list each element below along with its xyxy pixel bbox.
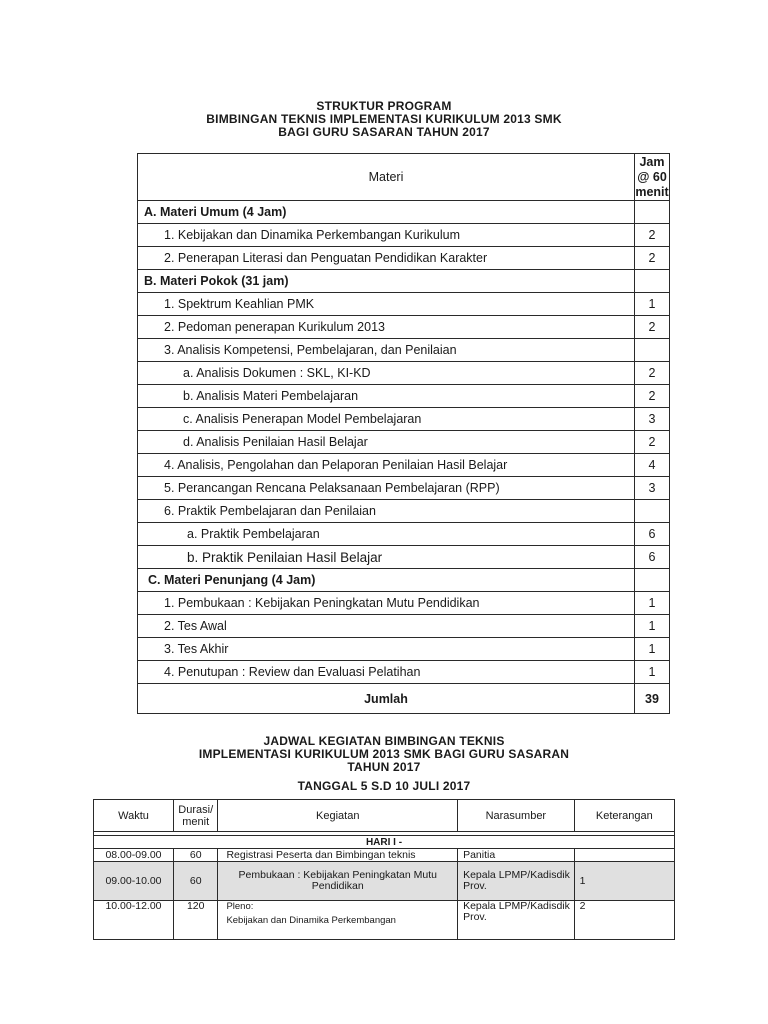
row-text: 1. Pembukaan : Kebijakan Peningkatan Mutu Pendidikan xyxy=(138,592,635,615)
row-jam: 1 xyxy=(635,661,670,684)
table-row xyxy=(138,615,670,638)
row-narasumber: Panitia xyxy=(458,849,575,862)
schedule-row xyxy=(94,849,675,862)
row-text: 1. Spektrum Keahlian PMK xyxy=(138,293,635,316)
row-text: b. Praktik Penilaian Hasil Belajar xyxy=(138,546,635,569)
row-keterangan: 1 xyxy=(574,862,674,901)
total-label: Jumlah xyxy=(138,684,635,714)
section-row-materi-pokok xyxy=(138,270,670,293)
kegiatan-title: Pleno: xyxy=(226,901,254,912)
day-row xyxy=(94,836,675,849)
table-row xyxy=(138,385,670,408)
row-jam: 2 xyxy=(635,431,670,454)
row-kegiatan: Registrasi Peserta dan Bimbingan teknis xyxy=(218,849,458,862)
row-jam: 2 xyxy=(635,247,670,270)
row-durasi: 120 xyxy=(173,901,217,940)
table-row xyxy=(138,293,670,316)
table-header-row xyxy=(138,154,670,201)
column-header-waktu: Waktu xyxy=(94,800,174,832)
schedule-header-row xyxy=(94,800,675,832)
row-text: B. Materi Pokok (31 jam) xyxy=(138,270,635,293)
row-durasi: 60 xyxy=(173,849,217,862)
kegiatan-subtitle: Kebijakan dan Dinamika Perkembangan xyxy=(226,915,396,926)
total-row xyxy=(138,684,670,714)
row-text: 6. Praktik Pembelajaran dan Penilaian xyxy=(138,500,635,523)
schedule-table xyxy=(93,799,675,940)
row-text: 5. Perancangan Rencana Pelaksanaan Pembelajaran (RPP) xyxy=(138,477,635,500)
table-row xyxy=(138,661,670,684)
table-row xyxy=(138,431,670,454)
row-narasumber: Kepala LPMP/Kadisdik Prov. xyxy=(458,862,575,901)
row-jam: 2 xyxy=(635,316,670,339)
schedule-row xyxy=(94,862,675,901)
header-subtitle: BIMBINGAN TEKNIS IMPLEMENTASI KURIKULUM 2013 SMK xyxy=(206,112,562,126)
header-title: STRUKTUR PROGRAM xyxy=(316,99,452,113)
column-header-durasi: Durasi/ menit xyxy=(173,800,217,832)
column-header-jam: Jam @ 60 menit xyxy=(635,154,669,199)
schedule-title: JADWAL KEGIATAN BIMBINGAN TEKNIS xyxy=(263,734,505,748)
row-text: 2. Pedoman penerapan Kurikulum 2013 xyxy=(138,316,635,339)
schedule-header xyxy=(0,735,768,774)
table-row xyxy=(138,546,670,569)
table-row xyxy=(138,477,670,500)
row-durasi: 60 xyxy=(173,862,217,901)
column-header-materi: Materi xyxy=(138,154,635,201)
row-narasumber: Kepala LPMP/Kadisdik Prov. xyxy=(458,901,575,940)
row-waktu: 10.00-12.00 xyxy=(94,901,174,940)
document-header xyxy=(0,100,768,139)
row-keterangan: 2 xyxy=(574,901,674,940)
row-jam: 1 xyxy=(635,638,670,661)
row-kegiatan xyxy=(218,901,458,940)
row-text: b. Analisis Materi Pembelajaran xyxy=(138,385,635,408)
row-jam: 6 xyxy=(635,546,670,569)
row-jam: 6 xyxy=(635,523,670,546)
column-header-kegiatan: Kegiatan xyxy=(218,800,458,832)
table-row xyxy=(138,247,670,270)
row-jam xyxy=(635,500,670,523)
row-jam: 2 xyxy=(635,385,670,408)
header-year-line: BAGI GURU SASARAN TAHUN 2017 xyxy=(278,125,490,139)
row-text: A. Materi Umum (4 Jam) xyxy=(138,201,635,224)
table-row xyxy=(138,638,670,661)
table-row xyxy=(138,592,670,615)
program-structure-table xyxy=(137,153,670,714)
row-text: 1. Kebijakan dan Dinamika Perkembangan Kurikulum xyxy=(138,224,635,247)
row-jam: 1 xyxy=(635,293,670,316)
row-text: 2. Penerapan Literasi dan Penguatan Pendidikan Karakter xyxy=(138,247,635,270)
table-row xyxy=(138,362,670,385)
section-row-materi-umum xyxy=(138,201,670,224)
row-text: c. Analisis Penerapan Model Pembelajaran xyxy=(138,408,635,431)
row-text: 4. Analisis, Pengolahan dan Pelaporan Penilaian Hasil Belajar xyxy=(138,454,635,477)
table-row xyxy=(138,339,670,362)
table-row xyxy=(138,523,670,546)
row-text: 3. Tes Akhir xyxy=(138,638,635,661)
table-row xyxy=(138,224,670,247)
row-text: 2. Tes Awal xyxy=(138,615,635,638)
row-jam xyxy=(635,339,670,362)
row-jam: 3 xyxy=(635,408,670,431)
table-row xyxy=(138,500,670,523)
column-header-narasumber: Narasumber xyxy=(458,800,575,832)
schedule-year-line: TAHUN 2017 xyxy=(347,760,421,774)
row-jam: 2 xyxy=(635,224,670,247)
total-value: 39 xyxy=(635,684,670,714)
column-header-keterangan: Keterangan xyxy=(574,800,674,832)
row-jam: 4 xyxy=(635,454,670,477)
row-text: 4. Penutupan : Review dan Evaluasi Pelatihan xyxy=(138,661,635,684)
row-jam: 2 xyxy=(635,362,670,385)
row-text: 3. Analisis Kompetensi, Pembelajaran, dan Penilaian xyxy=(138,339,635,362)
row-kegiatan: Pembukaan : Kebijakan Peningkatan Mutu Pendidikan xyxy=(218,862,458,901)
row-jam xyxy=(635,569,670,592)
schedule-date: TANGGAL 5 S.D 10 JULI 2017 xyxy=(297,779,471,793)
table-row xyxy=(138,454,670,477)
row-jam xyxy=(635,201,670,224)
row-text: d. Analisis Penilaian Hasil Belajar xyxy=(138,431,635,454)
day-label: HARI I - xyxy=(94,836,675,849)
row-jam: 1 xyxy=(635,592,670,615)
table-row xyxy=(138,316,670,339)
row-jam: 1 xyxy=(635,615,670,638)
row-jam xyxy=(635,270,670,293)
row-jam: 3 xyxy=(635,477,670,500)
row-text: C. Materi Penunjang (4 Jam) xyxy=(138,569,635,592)
row-waktu: 08.00-09.00 xyxy=(94,849,174,862)
row-waktu: 09.00-10.00 xyxy=(94,862,174,901)
schedule-subtitle: IMPLEMENTASI KURIKULUM 2013 SMK BAGI GURU SASARAN xyxy=(198,747,570,761)
row-text: a. Praktik Pembelajaran xyxy=(138,523,635,546)
schedule-row xyxy=(94,901,675,940)
table-row xyxy=(138,408,670,431)
row-text: a. Analisis Dokumen : SKL, KI-KD xyxy=(138,362,635,385)
row-keterangan xyxy=(574,849,674,862)
section-row-materi-penunjang xyxy=(138,569,670,592)
